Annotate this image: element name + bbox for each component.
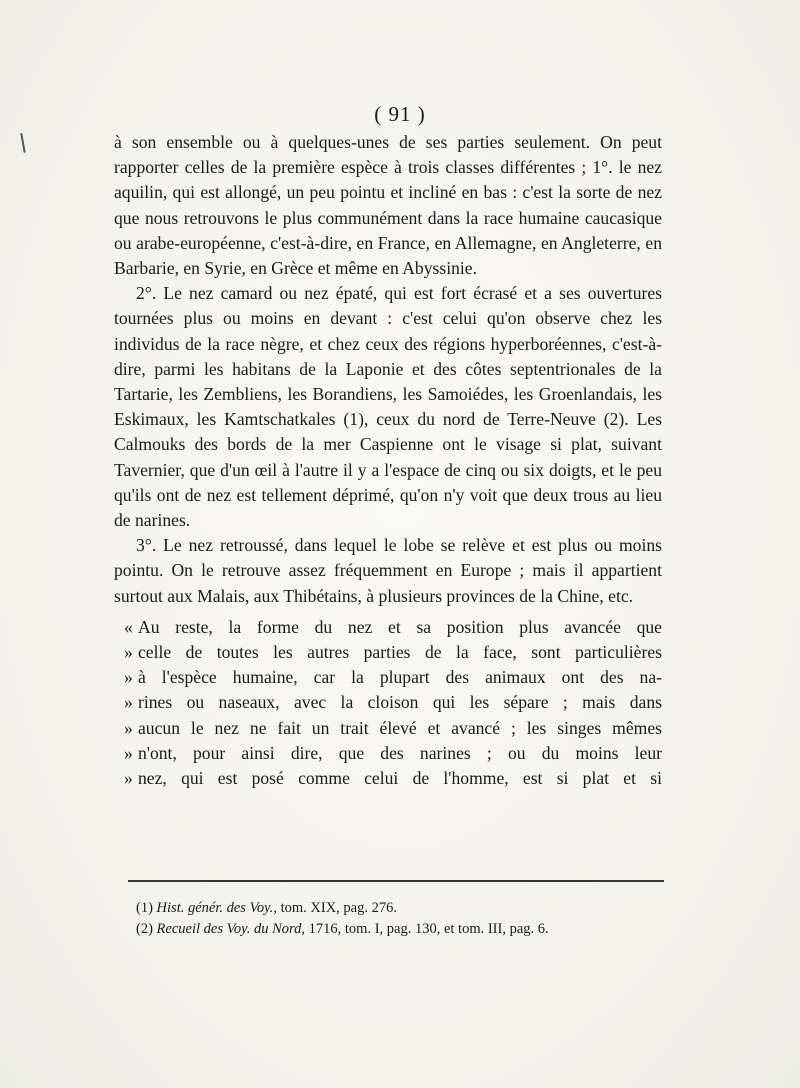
quote-line — [114, 615, 662, 640]
quote-line — [114, 766, 662, 791]
quote-mark: » — [124, 717, 133, 738]
footnotes — [136, 898, 666, 940]
margin-ink-mark — [20, 133, 25, 153]
quote-line — [114, 741, 662, 766]
quote-mark: » — [124, 742, 133, 763]
paragraph-1: à son ensemble ou à quelques-unes de ses parties seulement. On peut rapporter celles de la première espèce à trois classes différentes ; 1°. le nez aquilin, qui est allongé, un peu pointu et incliné en bas : c'est la sorte de nez que nous retrouvons le plus communément dans la race humaine caucasique ou arabe-européenne, c'est-à-dire, en France, en Allemagne, en Angleterre, en Barbarie, en Syrie, en Grèce et même en Abyssinie. — [114, 132, 662, 279]
quote-text: aucun le nez ne fait un trait élevé et avancé ; les singes mêmes — [138, 717, 662, 738]
paragraph-2: 2°. Le nez camard ou nez épaté, qui est fort écrasé et a ses ouvertures tournées plus ou moins en devant : c'est celui qu'on observe chez les individus de la race nègre, et chez ceux des régions hyperboréennes, c'est-à-dire, parmi les habitans de la Laponie et des côtes septentrionales de la Tartarie, les Zembliens, les Borandiens, les Samoiédes, les Groenlandais, les Eskimaux, les Kamtschatkales (1), ceux du nord de Terre-Neuve (2). Les Calmouks des bords de la mer Caspienne ont le visage si plat, suivant Tavernier, que d'un œil à l'autre il y a l'espace de cinq ou six doigts, et le peu qu'ils ont de nez est tellement déprimé, qu'on n'y voit que deux trous au lieu de narines. — [114, 283, 662, 531]
quote-text: celle de toutes les autres parties de la face, sont particulières — [138, 642, 662, 663]
quote-text: n'ont, pour ainsi dire, que des narines ; ou du moins leur — [138, 742, 662, 763]
quote-text: Au reste, la forme du nez et sa position plus avancée que — [138, 616, 662, 637]
quote-text: à l'espèce humaine, car la plupart des animaux ont des na- — [138, 667, 662, 688]
footnote-rule — [128, 880, 664, 882]
quote-mark: » — [124, 768, 133, 789]
footnote-1 — [136, 898, 666, 919]
quotation-block — [114, 615, 662, 791]
footnote-rest: , tom. XIX, pag. 276. — [273, 900, 397, 916]
quote-line — [114, 716, 662, 741]
quote-text: nez, qui est posé comme celui de l'homme, est si plat et si — [138, 768, 662, 789]
footnote-2 — [136, 919, 666, 940]
quote-text: rines ou naseaux, avec la cloison qui les sépare ; mais dans — [138, 692, 662, 713]
footnote-title: Recueil des Voy. du Nord — [156, 921, 302, 937]
quote-line — [114, 640, 662, 665]
footnote-number: (2) — [136, 921, 153, 937]
quote-mark: » — [124, 642, 133, 663]
footnote-title: Hist. génér. des Voy. — [156, 900, 274, 916]
quote-line — [114, 665, 662, 690]
quote-line — [114, 690, 662, 715]
quote-mark: » — [124, 692, 133, 713]
footnote-number: (1) — [136, 900, 153, 916]
page-number: ( 91 ) — [374, 102, 426, 126]
footnote-rest: , 1716, tom. I, pag. 130, et tom. III, pag. 6. — [301, 921, 549, 937]
paragraph-3: 3°. Le nez retroussé, dans lequel le lobe se relève et est plus ou moins pointu. On le retrouve assez fréquemment en Europe ; mais il appartient surtout aux Malais, aux Thibétains, à plusieurs provinces de la Chine, etc. — [114, 535, 662, 606]
quote-mark: « — [124, 616, 133, 637]
quote-mark: » — [124, 667, 133, 688]
main-text — [114, 130, 662, 791]
